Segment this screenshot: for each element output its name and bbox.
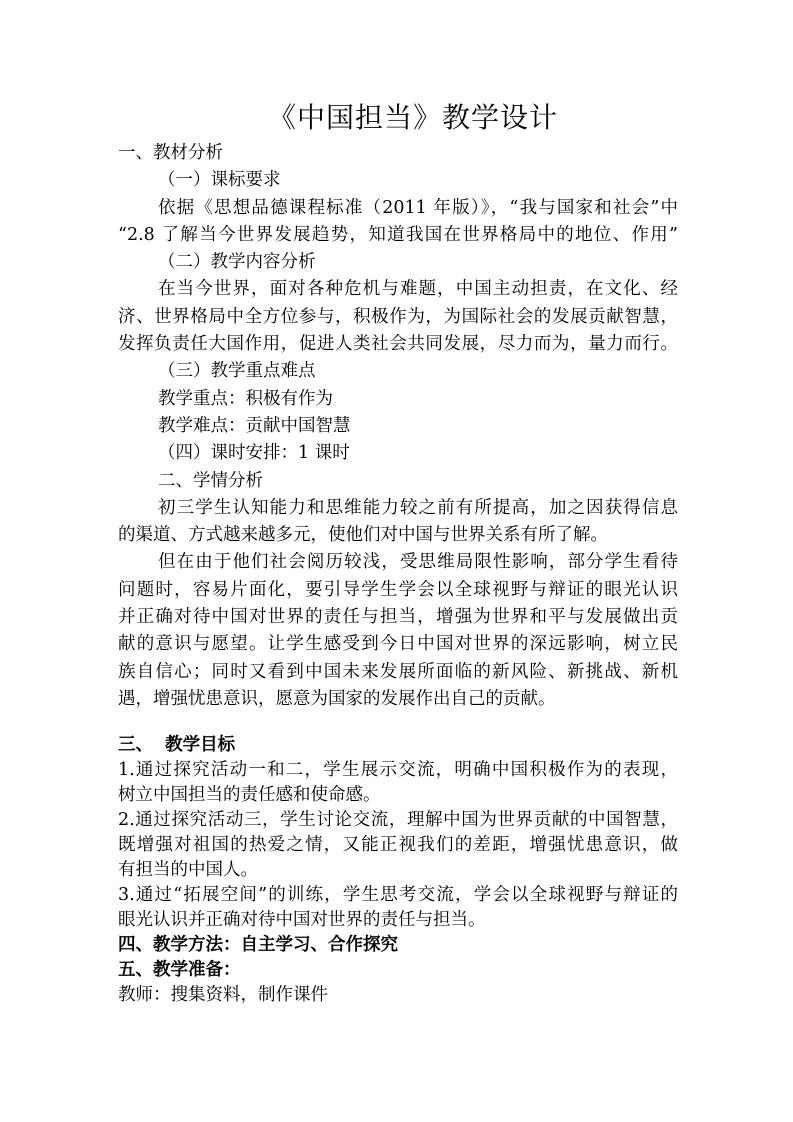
difficult-point-text: 教学难点：贡献中国智慧 [158,415,351,436]
paragraph-line: 初三学生认知能力和思维能力较之前有所提高，加之因获得信息 [158,497,678,518]
goal-line: 3.通过“拓展空间”的训练，学生思考交流，学会以全球视野与辩证的 [118,885,678,906]
goal-line: 眼光认识并正确对待中国对世界的责任与担当。 [118,910,486,931]
goal-line: 树立中国担当的责任感和使命感。 [118,785,381,806]
paragraph-line: 但在由于他们社会阅历较浅，受思维局限性影响，部分学生看待 [158,552,678,573]
goal-line: 既增强对祖国的热爱之情，又能正视我们的差距，增强忧患意识，做 [118,835,678,856]
section-heading-material-analysis: 一、教材分析 [118,143,223,163]
paragraph-line: 族自信心；同时又看到中国未来发展所面临的新风险、新挑战、新机 [118,661,678,682]
paragraph-line: 的渠道、方式越来越多元，使他们对中国与世界关系有所了解。 [118,525,608,546]
paragraph-line: 在当今世界，面对各种危机与难题，中国主动担责，在文化、经 [158,279,678,300]
section-heading-teaching-goals: 三、 教学目标 [118,735,236,756]
teacher-preparation-text: 教师：搜集资料，制作课件 [118,985,328,1006]
goal-line: 有担当的中国人。 [118,860,258,881]
subheading-class-hours: （四）课时安排：1 课时 [158,443,350,464]
subheading-curriculum-requirement: （一）课标要求 [158,170,281,191]
paragraph-line: 发挥负责任大国作用，促进人类社会共同发展，尽力而为，量力而行。 [118,334,678,355]
document-page [118,96,678,1008]
key-point-text: 教学重点：积极有作为 [158,388,333,409]
section-heading-student-analysis: 二、学情分析 [158,470,263,491]
document-title: 《中国担当》教学设计 [267,101,558,134]
paragraph-line: 济、世界格局中全方位参与，积极作为，为国际社会的发展贡献智慧， [118,306,678,327]
section-heading-teaching-preparation: 五、教学准备： [118,960,241,981]
paragraph-line: 遇，增强忧患意识，愿意为国家的发展作出自己的贡献。 [118,688,556,709]
spacer [118,713,678,733]
goal-line: 1.通过探究活动一和二，学生展示交流，明确中国积极作为的表现， [118,760,678,781]
subheading-key-difficult-points: （三）教学重点难点 [158,361,316,382]
paragraph-line: 问题时，容易片面化，要引导学生学会以全球视野与辩证的眼光认识 [118,579,678,600]
paragraph-line: 并正确对待中国对世界的责任与担当，增强为世界和平与发展做出贡 [118,607,678,628]
goal-line: 2.通过探究活动三，学生讨论交流，理解中国为世界贡献的中国智慧， [118,810,678,831]
paragraph-line: “2.8 了解当今世界发展趋势，知道我国在世界格局中的地位、作用” [118,224,678,245]
paragraph-line: 依据《思想品德课程标准（2011 年版）》，“我与国家和社会”中 [158,197,678,218]
subheading-content-analysis: （二）教学内容分析 [158,252,316,273]
paragraph-line: 献的意识与愿望。让学生感受到今日中国对世界的深远影响，树立民 [118,634,678,655]
section-heading-teaching-methods: 四、教学方法：自主学习、合作探究 [118,935,398,956]
